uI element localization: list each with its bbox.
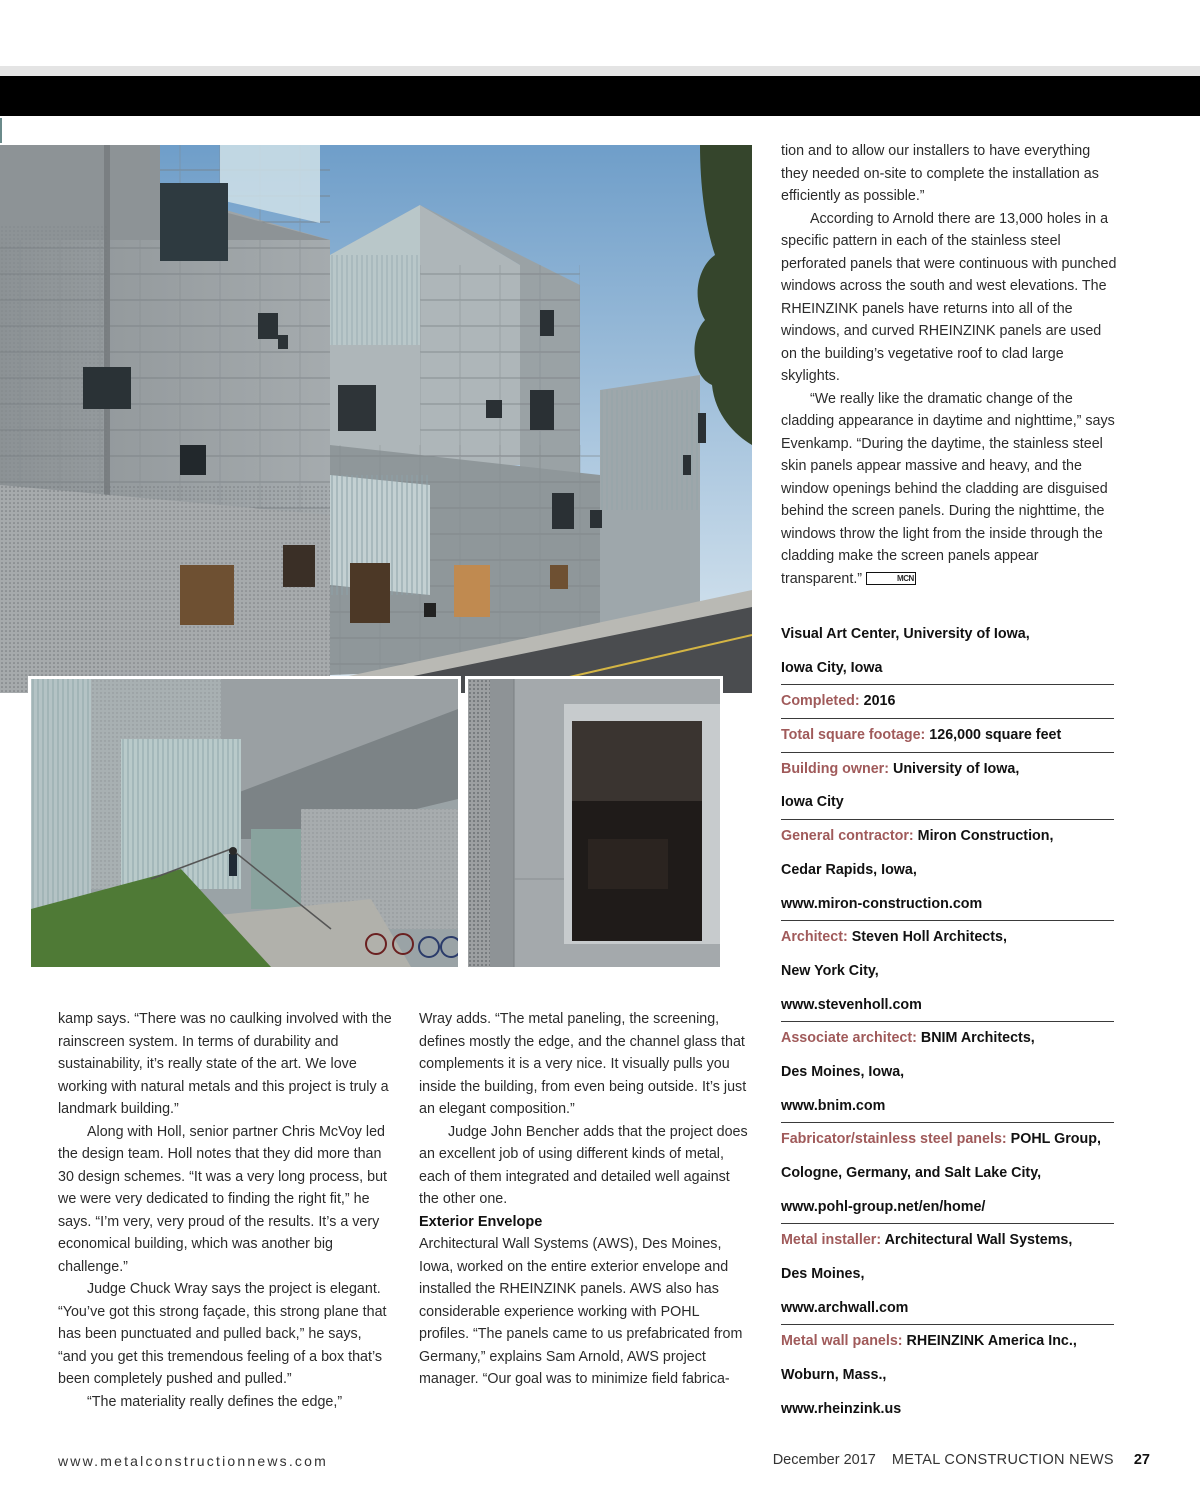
footer-folio (773, 1452, 1150, 1468)
section-heading: Exterior Envelope (419, 1213, 543, 1230)
fact-label: Completed: (781, 693, 860, 710)
top-strip (0, 66, 1200, 76)
left-edge-line (0, 118, 2, 143)
fact-value: Miron Construction, (917, 828, 1054, 845)
fact-associate-architect (781, 1022, 1114, 1056)
fact-gc-website-link[interactable]: www.miron-construction.com (781, 888, 1114, 922)
fact-value: Architectural Wall Systems, (884, 1232, 1073, 1249)
paragraph: tion and to allow our installers to have everything they needed on-site to complete the installation as efficiently as possible.” (781, 143, 1099, 204)
paragraph (781, 388, 1117, 591)
fact-value: RHEINZINK America Inc., (906, 1333, 1077, 1350)
fact-installer-line-2: Des Moines, (781, 1266, 865, 1283)
fact-label: Building owner: (781, 760, 890, 777)
article-column-1 (58, 1008, 394, 1413)
paragraph: Wray adds. “The metal paneling, the screening, defines mostly the edge, and the channel glass that complements it is a very nice. It visually pulls you inside the building, from even being outside. It’s just an elegant composition.” (419, 1011, 747, 1117)
fact-owner (781, 753, 1114, 787)
fact-value: BNIM Architects, (920, 1030, 1035, 1047)
project-location: Iowa City, Iowa (781, 652, 1114, 686)
fact-installer-website-link[interactable]: www.archwall.com (781, 1292, 1114, 1326)
paragraph: Architectural Wall Systems (AWS), Des Moines, Iowa, worked on the entire exterior envelope and installed the RHEINZINK panels. AWS also has considerable experience working with POHL profiles. “The panels came to us prefabricated from Germany,” explains Sam Arnold, AWS project manager. “Our goal was to minimize field fabrica- (419, 1236, 743, 1387)
footer-website-link[interactable]: www.metalconstructionnews.com (58, 1453, 328, 1469)
fact-panels-website-link[interactable]: www.rheinzink.us (781, 1400, 902, 1417)
project-facts-box (781, 618, 1114, 1427)
article-column-3 (781, 140, 1117, 590)
fact-metal-installer (781, 1224, 1114, 1258)
fact-fabricator-website-link[interactable]: www.pohl-group.net/en/home/ (781, 1191, 1114, 1225)
page-number: 27 (1133, 1452, 1150, 1468)
fact-label: Total square footage: (781, 727, 926, 744)
issue-date: December 2017 (772, 1452, 876, 1468)
window-photo-illustration (468, 679, 720, 967)
publication-name: METAL CONSTRUCTION NEWS (891, 1452, 1114, 1468)
fact-fabricator (781, 1123, 1114, 1157)
fact-label: General contractor: (781, 828, 914, 845)
fact-value: Steven Holl Architects, (851, 929, 1007, 946)
fact-label: Metal installer: (781, 1232, 882, 1249)
fact-value: University of Iowa, (893, 760, 1020, 777)
article-column-2 (419, 1008, 749, 1391)
paragraph: According to Arnold there are 13,000 holes in a specific pattern in each of the stainless steel perforated panels that were continuous with punched windows across the south and west elevations. The RHEINZINK panels have returns into all of the windows, and curved RHEINZINK panels are used on the building’s vegetative roof to clad large skylights. (781, 210, 1117, 384)
header-band (0, 76, 1200, 116)
fact-architect-website-link[interactable]: www.stevenholl.com (781, 989, 1114, 1023)
fact-label: Fabricator/stainless steel panels: (781, 1131, 1007, 1148)
fact-owner-line-2: Iowa City (781, 786, 1114, 820)
fact-square-footage (781, 719, 1114, 753)
fact-architect-line-2: New York City, (781, 962, 879, 979)
fact-label: Architect: (781, 929, 848, 946)
fact-fabricator-line-2: Cologne, Germany, and Salt Lake City, (781, 1165, 1042, 1181)
fact-panels-line-2: Woburn, Mass., (781, 1367, 887, 1384)
fact-value: 2016 (863, 693, 896, 710)
fact-gc-line-2: Cedar Rapids, Iowa, (781, 861, 917, 878)
window-detail-photo (465, 676, 723, 970)
end-mark-icon: MCN (866, 572, 916, 585)
fact-label: Associate architect: (781, 1030, 917, 1047)
entrance-photo (28, 676, 461, 970)
paragraph: Judge John Bencher adds that the project does an excellent job of using different kinds of metal, each of them integrated and detailed well against the other one. (419, 1123, 748, 1207)
closing-paragraph-text: “We really like the dramatic change of the cladding appearance in daytime and nighttime,” says Evenkamp. “During the daytime, the stainless steel skin panels appear massive and heavy, and the window openings behind the cladding are disguised behind the screen panels. During the nighttime, the windows throw the light from the inside through the cladding make the screen panels appear transparent.” (781, 390, 1115, 587)
main-photo-illustration (0, 145, 752, 693)
paragraph: “The materiality really defines the edge,” (87, 1393, 343, 1410)
fact-architect (781, 921, 1114, 955)
fact-general-contractor (781, 820, 1114, 854)
fact-assoc-website-link[interactable]: www.bnim.com (781, 1090, 1114, 1124)
entrance-photo-illustration (31, 679, 458, 967)
paragraph: Judge Chuck Wray says the project is elegant. “You’ve got this strong façade, this strong plane that has been punctuated and pulled back,” he says, “and you get this tremendous feeling of a box that’s been completely pushed and pulled.” (58, 1281, 387, 1387)
main-building-photo (0, 145, 752, 693)
fact-assoc-line-2: Des Moines, Iowa, (781, 1063, 905, 1080)
fact-value: POHL Group, (1010, 1131, 1101, 1148)
paragraph: Along with Holl, senior partner Chris McVoy led the design team. Holl notes that they did more than 30 design schemes. “It was a very long process, but we were very dedicated to finding the right fit,” he says. “I’m very, very proud of the results. It’s a very economical building, which was another big challenge.” (58, 1123, 387, 1275)
fact-metal-wall-panels (781, 1325, 1114, 1359)
fact-completed (781, 685, 1114, 719)
fact-label: Metal wall panels: (781, 1333, 903, 1350)
fact-value: 126,000 square feet (929, 727, 1062, 744)
project-name: Visual Art Center, University of Iowa, (781, 626, 1030, 642)
paragraph: kamp says. “There was no caulking involved with the rainscreen system. In terms of durability and sustainability, it’s really state of the art. We love working with natural metals and this project is truly a landmark building.” (58, 1011, 392, 1117)
